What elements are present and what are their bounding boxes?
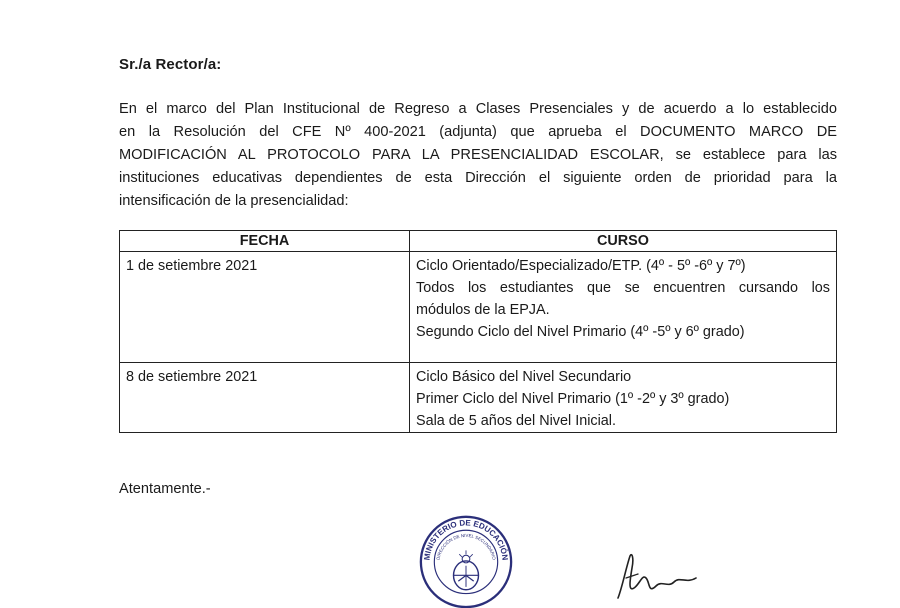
body-line: intensificación de la presencialidad: [119, 193, 349, 209]
seal-top-text: MINISTERIO DE EDUCACIÓN [422, 518, 510, 561]
signature-icon [612, 548, 702, 600]
svg-text:DIRECCIÓN DE NIVEL SECUNDARIO [435, 533, 496, 561]
date-cell: 8 de setiembre 2021 [120, 363, 410, 433]
date-cell: 1 de setiembre 2021 [120, 252, 410, 363]
course-line: Todos los estudiantes que se encuentren cursando los [416, 280, 830, 296]
greeting: Sr./a Rector/a: [119, 56, 222, 73]
course-line: Sala de 5 años del Nivel Inicial. [416, 413, 616, 429]
table-row [120, 363, 837, 433]
schedule-table [119, 230, 837, 433]
course-cell [410, 252, 837, 363]
body-paragraph [119, 98, 837, 213]
course-line: Segundo Ciclo del Nivel Primario (4º -5º y 6º grado) [416, 324, 745, 340]
course-cell [410, 363, 837, 433]
course-line: Ciclo Orientado/Especializado/ETP. (4º - 5º -6º y 7º) [416, 258, 746, 274]
course-line: Ciclo Básico del Nivel Secundario [416, 369, 632, 385]
course-column-header: CURSO [410, 231, 837, 252]
ministry-seal-icon [418, 512, 514, 608]
body-line: En el marco del Plan Institucional de Regreso a Clases Presenciales y de acuerdo a lo establecido [119, 101, 837, 117]
date-column-header: FECHA [120, 231, 410, 252]
course-line: módulos de la EPJA. [416, 302, 550, 318]
seal-inner-text: DIRECCIÓN DE NIVEL SECUNDARIO [435, 532, 497, 561]
closing-text: Atentamente.- [119, 481, 211, 497]
body-line: instituciones educativas dependientes de esta Dirección el siguiente orden de prioridad para la [119, 170, 837, 186]
body-line: MODIFICACIÓN AL PROTOCOLO PARA LA PRESENCIALIDAD ESCOLAR, se establece para las [119, 147, 837, 163]
body-line: en la Resolución del CFE Nº 400-2021 (adjunta) que aprueba el DOCUMENTO MARCO DE [119, 124, 837, 140]
course-line: Primer Ciclo del Nivel Primario (1º -2º y 3º grado) [416, 391, 730, 407]
table-row [120, 252, 837, 363]
table-header-row [120, 231, 837, 252]
